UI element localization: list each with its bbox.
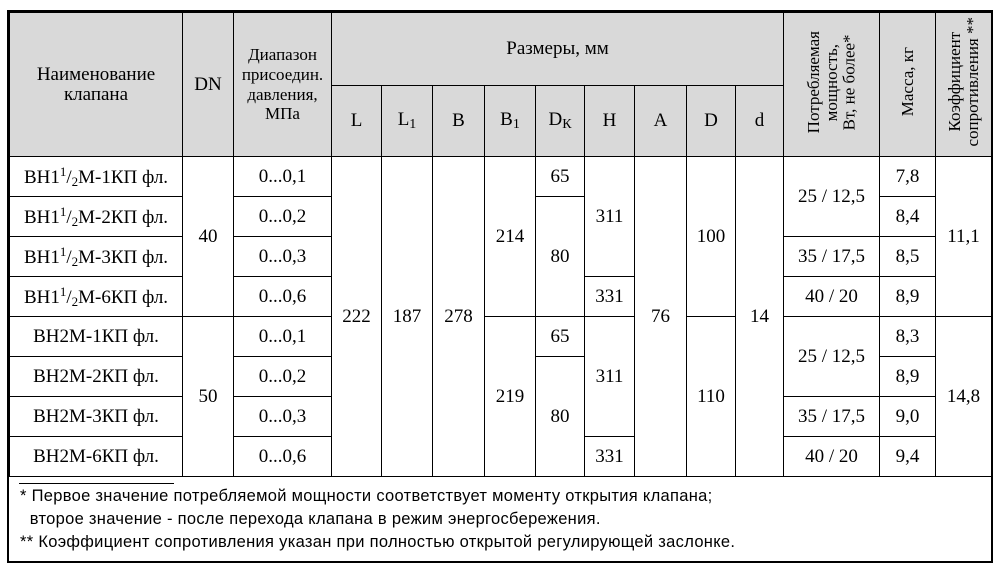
row-mass: 8,9 [880,277,936,317]
group2-power-c: 40 / 20 [784,437,880,477]
group1-power-a: 25 / 12,5 [784,157,880,237]
common-A: 76 [635,157,687,477]
group1-dn: 40 [183,157,234,317]
header-B1: $B_1$ [485,86,536,157]
group2-power-a: 25 / 12,5 [784,317,880,397]
row-name: $ВН1^1/2М-1КП$ фл. [10,157,183,197]
group2-dk-a: 65 [536,317,585,357]
group2-b1: 219 [485,317,536,477]
row-pressure: 0...0,1 [234,157,332,197]
header-mass: Масса, кг [880,13,936,157]
common-B: 278 [433,157,485,477]
group1-power-b: 35 / 17,5 [784,237,880,277]
footnote-2: ** Коэффициент сопротивления указан при полностью открытой регулирующей заслонке. [20,533,736,551]
header-D: D [687,86,736,157]
row-pressure: 0...0,6 [234,437,332,477]
row-mass: 8,3 [880,317,936,357]
group2-dn: 50 [183,317,234,477]
row-name: $ВН1^1/2М-6КП$ фл. [10,277,183,317]
row-name: ВН2М-1КП фл. [10,317,183,357]
header-H: H [585,86,635,157]
group2-dk-b: 80 [536,357,585,477]
footnote-1-continued: второе значение - после перехода клапана в режим энергосбережения. [20,510,601,528]
row-name: ВН2М-2КП фл. [10,357,183,397]
header-L: L [332,86,382,157]
header-dimensions: Размеры, мм [332,13,784,86]
group1-h-a: 311 [585,157,635,277]
footnotes [20,485,980,554]
header-B: B [433,86,485,157]
header-coef: Коэффициент сопротивления ** [936,13,992,157]
row-mass: 7,8 [880,157,936,197]
group2-coef: 14,8 [936,317,992,477]
header-dn: DN [183,13,234,157]
group2-h-a: 311 [585,317,635,437]
row-mass: 9,0 [880,397,936,437]
row-name: ВН2М-6КП фл. [10,437,183,477]
row-mass: 8,4 [880,197,936,237]
spec-table [9,12,992,477]
group1-coef: 11,1 [936,157,992,317]
header-d: d [736,86,784,157]
row-pressure: 0...0,6 [234,277,332,317]
row-pressure: 0...0,3 [234,397,332,437]
header-L1: $L_1$ [382,86,433,157]
header-name: Наименование клапана [10,13,183,157]
row-name: $ВН1^1/2М-2КП$ фл. [10,197,183,237]
header-A: A [635,86,687,157]
common-L: 222 [332,157,382,477]
common-d: 14 [736,157,784,477]
row-name: ВН2М-3КП фл. [10,397,183,437]
group1-dk-a: 65 [536,157,585,197]
row-mass: 8,5 [880,237,936,277]
group1-power-c: 40 / 20 [784,277,880,317]
header-pressure: Диапазон присоедин. давления, МПа [234,13,332,157]
footnote-1: * Первое значение потребляемой мощности соответствует моменту открытия клапана; [20,487,713,505]
group2-power-b: 35 / 17,5 [784,397,880,437]
group2-h-b: 331 [585,437,635,477]
row-pressure: 0...0,1 [234,317,332,357]
row-pressure: 0...0,2 [234,357,332,397]
header-Dk: $D_К$ [536,86,585,157]
group1-b1: 214 [485,157,536,317]
group1-d: 100 [687,157,736,317]
row-pressure: 0...0,3 [234,237,332,277]
group2-d: 110 [687,317,736,477]
row-mass: 8,9 [880,357,936,397]
group1-dk-b: 80 [536,197,585,317]
row-mass: 9,4 [880,437,936,477]
header-power: Потребляемая мощность, Вт, не более* [784,13,880,157]
row-pressure: 0...0,2 [234,197,332,237]
footnote-separator [19,483,174,484]
group1-h-b: 331 [585,277,635,317]
common-L1: 187 [382,157,433,477]
row-name: $ВН1^1/2М-3КП$ фл. [10,237,183,277]
